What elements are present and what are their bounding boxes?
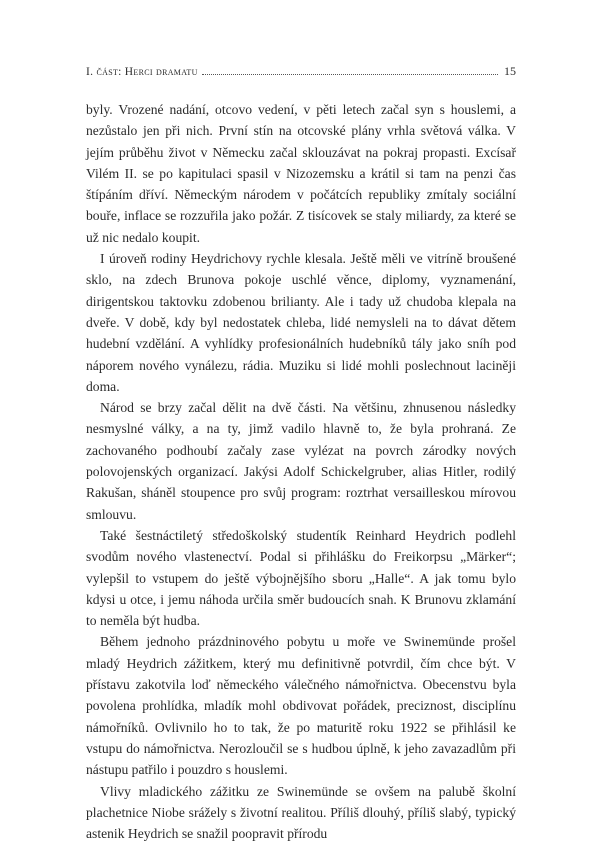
section-title: I. část: Herci dramatu — [86, 66, 198, 78]
dot-leader — [202, 74, 498, 75]
running-header — [86, 64, 516, 79]
page-number: 15 — [504, 64, 516, 78]
paragraph: Také šestnáctiletý středoškolský studentík Reinhard Heydrich podlehl svodům nového vlastenectví. Podal si přihlášku do Freikorpsu „Märker“; vylepšil to vstupem do ještě výbojnějšího sboru „Halle“. A jak tomu bylo kdysi u otce, i jemu náhoda určila směr budoucích snah. K Brunovu zklamání to neměla být hudba. — [86, 527, 516, 629]
paragraph: Vlivy mladického zážitku ze Swinemünde se ovšem na palubě školní plachetnice Niobe srážely s životní realitou. Příliš dlouhý, příliš slabý, typický astenik Heydrich se snažil poopravit přírodu — [86, 783, 516, 842]
paragraph: Během jednoho prázdninového pobytu u moře ve Swinemünde prošel mladý Heydrich zážitkem, který mu definitivně potvrdil, čím chce být. V přístavu zakotvila loď německého válečného námořnictva. Obecenstvu byla povolena prohlídka, mladík mohl obdivovat pořádek, preciznost, disciplínu námořníků. Ovlivnilo ho to tak, že po maturitě roku 1922 se přihlásil ke vstupu do námořnictva. Nerozloučil se s hudbou úplně, k jeho zavazadlům při nástupu patřilo i pouzdro s houslemi. — [86, 634, 516, 778]
paragraph: byly. Vrozené nadání, otcovo vedení, v pěti letech začal syn s houslemi, a nezůstalo jen při nich. První stín na otcovské plány vrhla světová válka. V jejím průběhu život v Německu začal sklouzávat na pokraj propasti. Excísař Vilém II. se po kapitulaci spasil v Nizozemsku a krátil si tam na penzi čas štípáním dříví. Německým národem v počátcích republiky zmítaly sociální bouře, inflace se rozzuřila jako požár. Z tisícovek se staly miliardy, za které se už nic nedalo koupit. — [86, 102, 516, 245]
paragraph: I úroveň rodiny Heydrichovy rychle klesala. Ještě měli ve vitríně broušené sklo, na zdech Brunova pokoje uschlé věnce, diplomy, vyznamenání, dirigentskou taktovku zdobenou brilianty. Ale i tady už chudoba klepala na dveře. V době, kdy byl nedostatek chleba, lidé nemysleli na to dávat dětem hudební vzdělání. A vyhlídky profesionálních hudebníků tály jako sníh pod náporem nového vynálezu, rádia. Muziku si lidé mohli poslechnout laciněji doma. — [86, 251, 516, 394]
page-body — [86, 99, 516, 844]
paragraph: Národ se brzy začal dělit na dvě části. Na většinu, zhnusenou následky nesmyslné války, a na ty, jimž vadilo hlavně to, že byla prohraná. Ze zachovaného podhoubí začaly zase vylézat na povrch zárodky nových polovojenských organizací. Jakýsi Adolf Schickelgruber, alias Hitler, rodilý Rakušan, sháněl stoupence pro svůj program: roztrhat versailleskou mírovou smlouvu. — [86, 400, 516, 522]
